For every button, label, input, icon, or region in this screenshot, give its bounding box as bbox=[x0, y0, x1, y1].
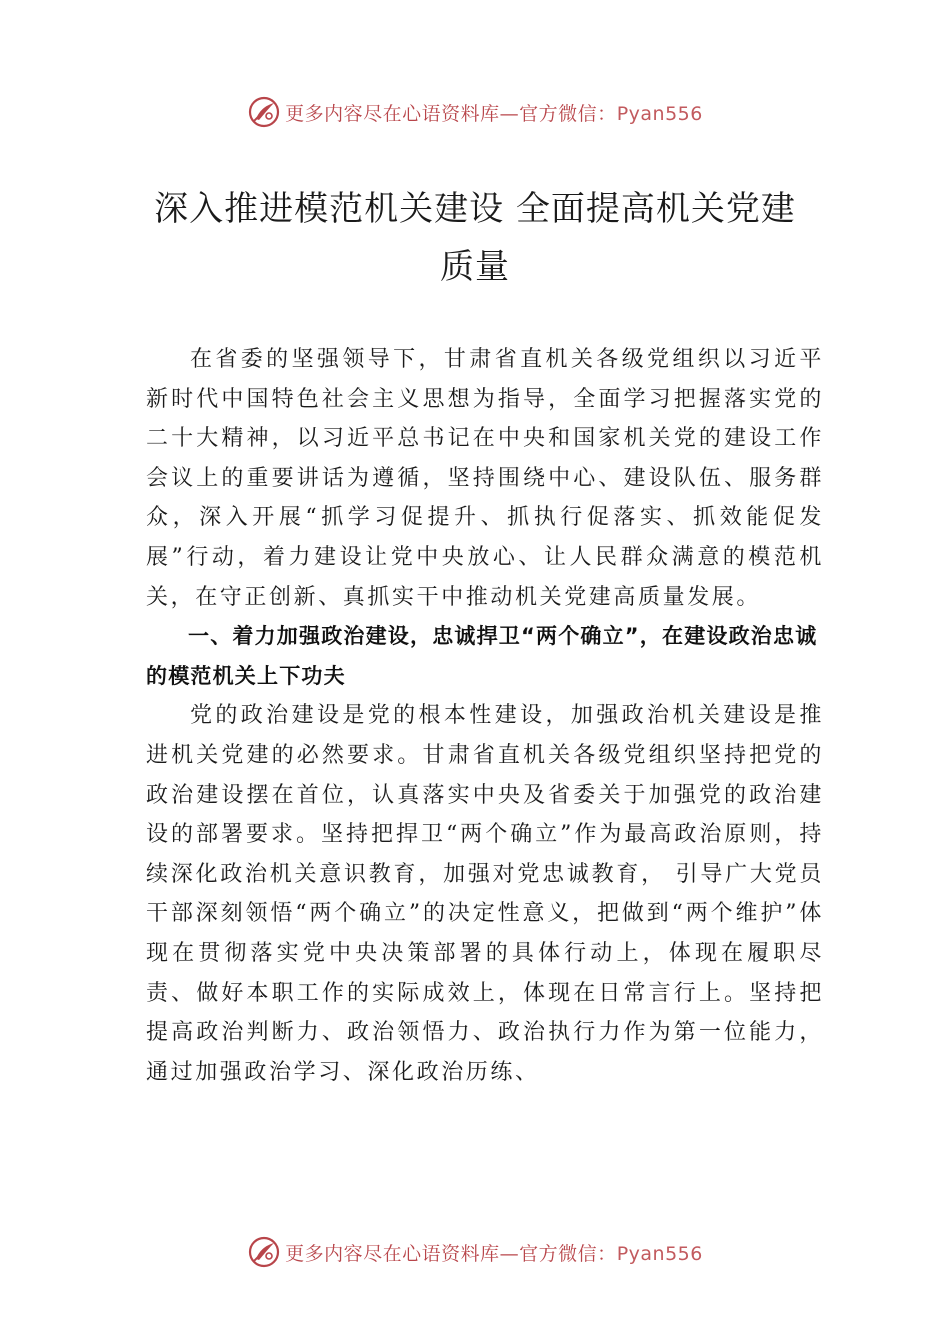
document-body bbox=[146, 340, 824, 1092]
section-1-paragraph: 党的政治建设是党的根本性建设，加强政治机关建设是推进机关党建的必然要求。甘肃省直机关各级党组织坚持把党的政治建设摆在首位，认真落实中央及省委关于加强党的政治建设的部署要求。坚持把捍卫“两个确立”作为最高政治原则，持续深化政治机关意识教育，加强对党忠诚教育， 引导广大党员干部深刻领悟“两个确立”的决定性意义，把做到“两个维护”体现在贯彻落实党中央决策部署的具体行动上，体现在履职尽责、做好本职工作的实际成效上，体现在日常言行上。坚持把提高政治判断力、政治领悟力、政治执行力作为第一位能力，通过加强政治学习、深化政治历练、 bbox=[146, 703, 824, 1085]
watermark-text bbox=[285, 99, 703, 126]
watermark-separator: — bbox=[499, 102, 520, 125]
header-watermark-banner bbox=[0, 92, 950, 132]
document-title bbox=[0, 180, 950, 296]
watermark-account: Pyan556 bbox=[616, 102, 703, 125]
watermark-separator: — bbox=[499, 1242, 520, 1265]
brand-logo-icon bbox=[247, 95, 281, 129]
title-line-2: 质量 bbox=[440, 247, 510, 287]
watermark-wechat-label: 官方微信： bbox=[519, 1242, 617, 1265]
intro-paragraph: 在省委的坚强领导下，甘肃省直机关各级党组织以习近平新时代中国特色社会主义思想为指导，全面学习把握落实党的二十大精神，以习近平总书记在中央和国家机关党的建设工作会议上的重要讲话为遵循，坚持围绕中心、建设队伍、服务群众，深入开展“抓学习促提升、抓执行促落实、抓效能促发展”行动，着力建设让党中央放心、让人民群众满意的模范机关，在守正创新、真抓实干中推动机关党建高质量发展。 bbox=[146, 347, 824, 610]
watermark-wechat-label: 官方微信： bbox=[519, 102, 617, 125]
section-heading-1: 一、着力加强政治建设，忠诚捍卫“两个确立”，在建设政治忠诚的模范机关上下功夫 bbox=[146, 624, 818, 688]
brand-logo-icon bbox=[247, 1235, 281, 1269]
watermark-account: Pyan556 bbox=[616, 1242, 703, 1265]
watermark-text bbox=[285, 1239, 703, 1266]
title-line-1: 深入推进模范机关建设 全面提高机关党建 bbox=[154, 189, 796, 229]
watermark-library-name: 更多内容尽在心语资料库 bbox=[285, 102, 500, 125]
footer-watermark-banner bbox=[0, 1232, 950, 1272]
watermark-library-name: 更多内容尽在心语资料库 bbox=[285, 1242, 500, 1265]
